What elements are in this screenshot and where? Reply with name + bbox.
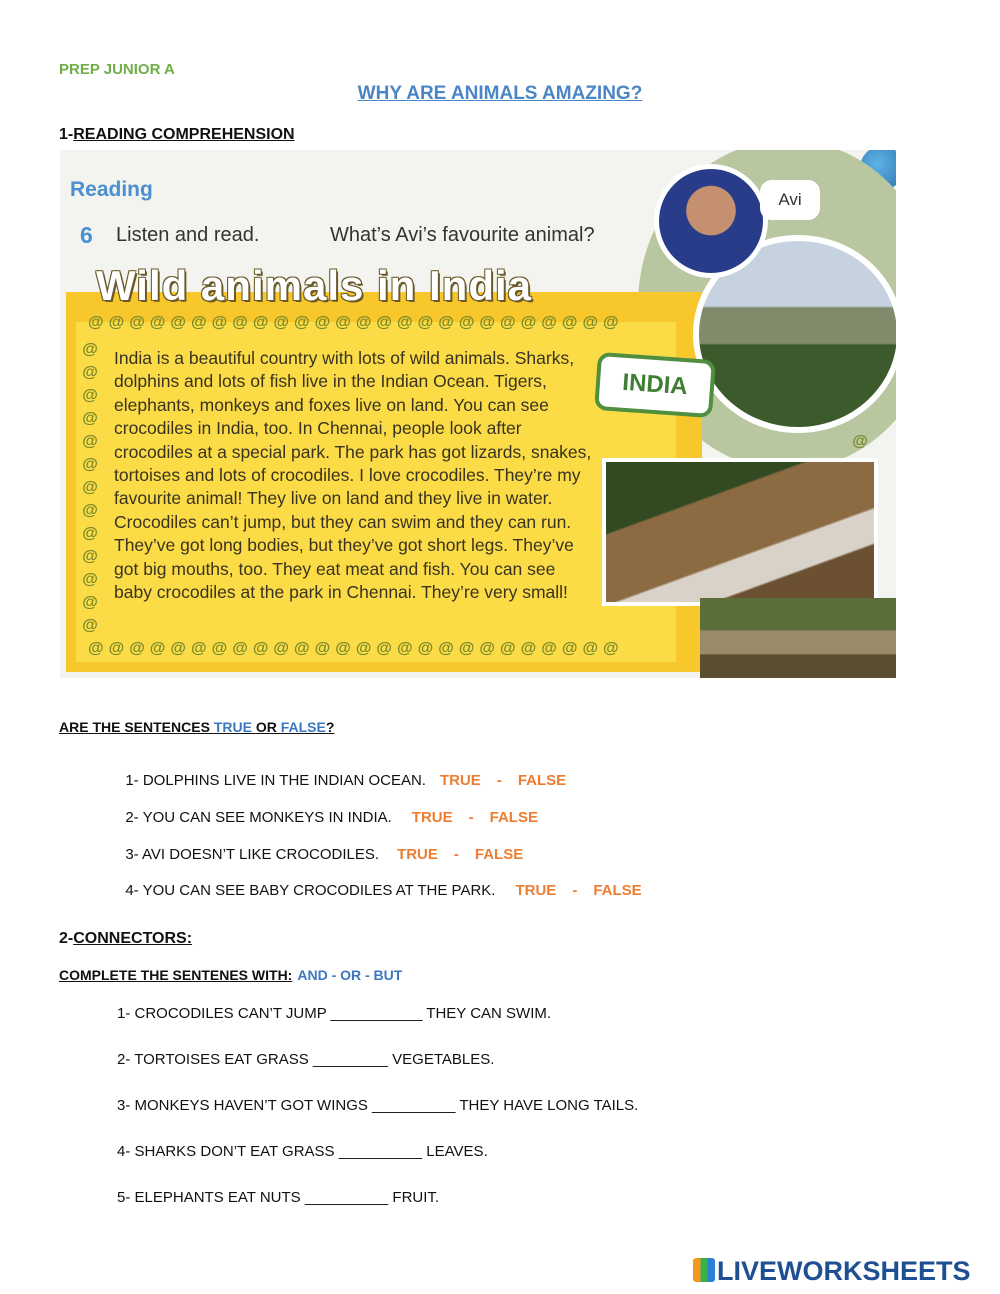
spiral-border-left: @ @ @ @ @ @ @ @ @ @ @ @ @ [82, 341, 98, 634]
liveworksheets-logo [693, 1256, 971, 1287]
section-connectors-heading [59, 930, 192, 948]
heading-true-word: TRUE [213, 719, 252, 735]
exercise-instruction: Listen and read. [116, 224, 260, 246]
exercise-number: 6 [80, 222, 93, 248]
false-option[interactable]: FALSE [517, 772, 567, 789]
crocodile-photo [602, 458, 878, 606]
connector-sentence-2[interactable]: 2- TORTOISES EAT GRASS _________ VEGETABLES. [117, 1051, 495, 1068]
connector-words: AND - OR - BUT [297, 967, 403, 983]
tf-question-text: 4- YOU CAN SEE BABY CROCODILES AT THE PARK. [125, 882, 496, 899]
connector-sentence-5[interactable]: 5- ELEPHANTS EAT NUTS __________ FRUIT. [117, 1189, 440, 1206]
connector-sentence-3[interactable]: 3- MONKEYS HAVEN’T GOT WINGS __________ THEY HAVE LONG TAILS. [117, 1097, 639, 1114]
connector-sentence-1[interactable]: 1- CROCODILES CAN’T JUMP ___________ THEY CAN SWIM. [117, 1005, 552, 1022]
exercise-question: What’s Avi’s favourite animal? [330, 224, 595, 246]
tf-question-3 [117, 829, 523, 863]
tf-question-1 [117, 755, 566, 789]
heading-false-word: FALSE [280, 719, 326, 735]
heading-suffix: ? [325, 719, 335, 735]
section-title: CONNECTORS: [73, 930, 193, 947]
true-option[interactable]: TRUE [411, 809, 453, 826]
heading-or-word: OR [251, 719, 281, 735]
tf-question-text: 1- DOLPHINS LIVE IN THE INDIAN OCEAN. [125, 772, 426, 789]
tf-question-text: 3- AVI DOESN’T LIKE CROCODILES. [125, 846, 380, 863]
section-title: READING COMPREHENSION [73, 126, 295, 143]
true-option[interactable]: TRUE [515, 882, 557, 899]
liveworksheets-logo-icon [693, 1258, 715, 1282]
park-photo [700, 598, 896, 678]
option-separator: - [496, 772, 502, 789]
option-separator: - [468, 809, 474, 826]
section-number: 1- [59, 126, 74, 143]
connectors-instruction [59, 967, 402, 983]
page-title: WHY ARE ANIMALS AMAZING? [357, 83, 643, 104]
india-badge: INDIA [594, 352, 716, 418]
avi-photo [654, 164, 768, 278]
connector-sentence-4[interactable]: 4- SHARKS DON’T EAT GRASS __________ LEAVES. [117, 1143, 488, 1160]
reading-label: Reading [70, 178, 153, 201]
book-title: Wild animals in India [96, 262, 533, 309]
spiral-border-bottom: @@@@@@@@@@@@@@@@@@@@@@@@@@ [88, 640, 624, 657]
true-option[interactable]: TRUE [439, 772, 481, 789]
option-separator: - [572, 882, 578, 899]
true-option[interactable]: TRUE [397, 846, 438, 863]
option-separator: - [453, 846, 459, 863]
false-option[interactable]: FALSE [474, 846, 524, 863]
section-number: 2- [59, 930, 74, 947]
spiral-border-top: @@@@@@@@@@@@@@@@@@@@@@@@@@ [88, 314, 624, 331]
section-reading-heading [59, 126, 295, 144]
tf-question-2 [117, 792, 538, 826]
spiral-border-right: @ [852, 433, 868, 450]
true-false-heading [59, 719, 334, 735]
textbook-image [60, 150, 896, 678]
reading-passage: India is a beautiful country with lots of wild animals. Sharks, dolphins and lots of fish live in the Indian Ocean. Tigers, elephants, monkeys and foxes live on land. You can see crocodiles in India, too. In Chennai, people look after crocodiles at a special park. The park has got lizards, snakes, tortoises and lots of crocodiles. I love crocodiles. They’re my favourite animal! They live on land and they live in water. Crocodiles can’t jump, but they can swim and they can run. They’ve got long bodies, but they’ve got short legs. They’ve got big mouths, too. They eat meat and fish. You can see baby crocodiles at the park in Chennai. They’re very small! [114, 348, 592, 603]
avi-label: Avi [760, 180, 820, 220]
tf-question-text: 2- YOU CAN SEE MONKEYS IN INDIA. [125, 809, 392, 826]
false-option[interactable]: FALSE [489, 809, 538, 826]
false-option[interactable]: FALSE [593, 882, 642, 899]
heading-prefix: ARE THE SENTENCES [59, 719, 214, 735]
instruction-text: COMPLETE THE SENTENES WITH: [59, 967, 293, 983]
tf-question-4 [117, 865, 642, 899]
logo-text: LIVEWORKSHEETS [717, 1256, 971, 1286]
class-name: PREP JUNIOR A [59, 61, 175, 78]
